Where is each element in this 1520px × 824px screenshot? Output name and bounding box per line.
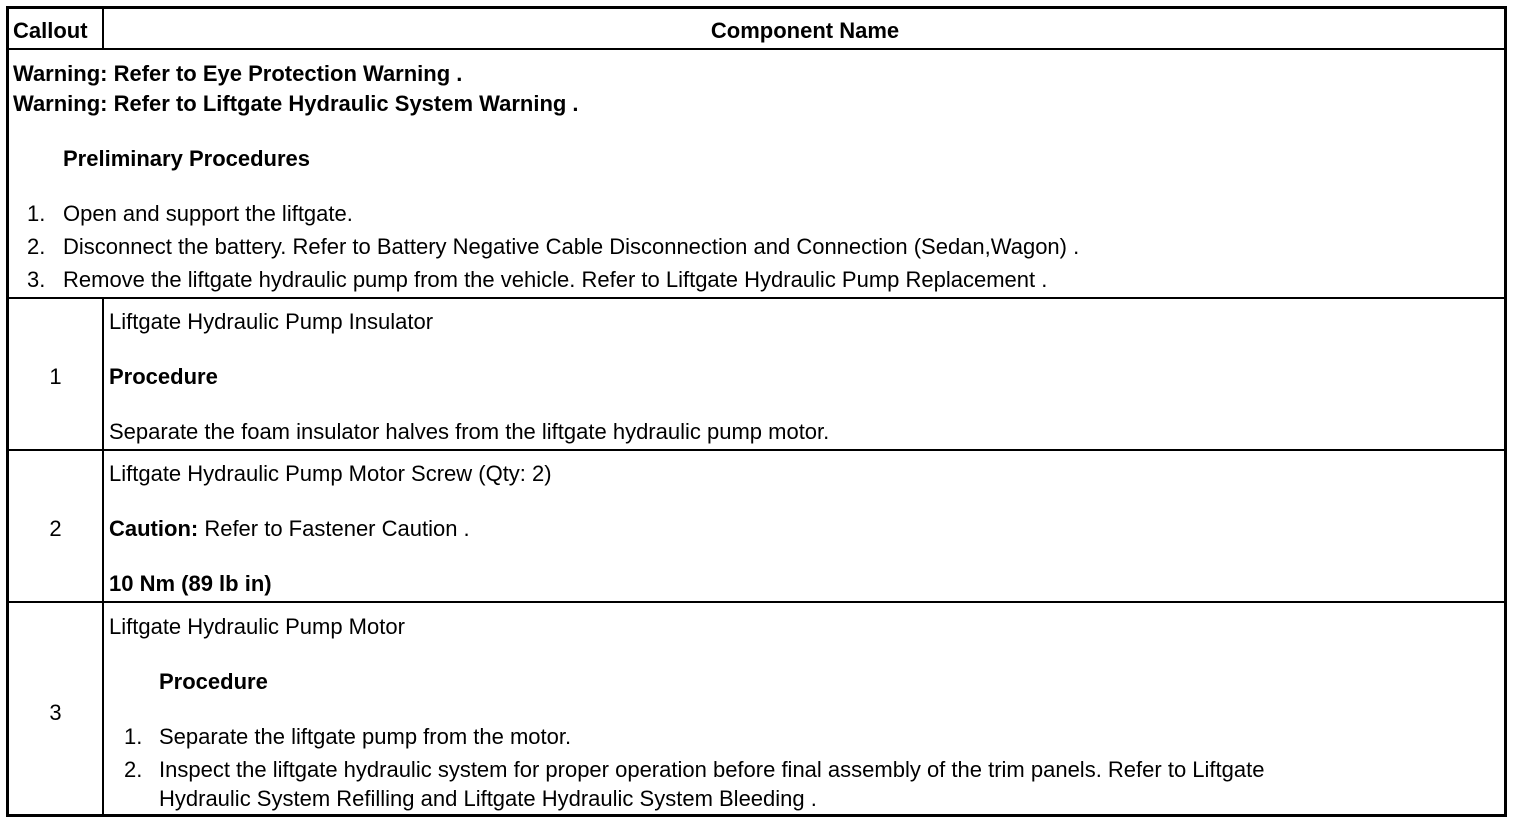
step-number: 1. [124,724,143,749]
prelim-step-number: 2. [27,234,46,259]
procedure-label: Procedure [109,364,218,389]
prelim-step-text: Disconnect the battery. Refer to Battery Negative Cable Disconnection and Connection (Sedan,Wagon) . [63,234,1080,259]
component-name: Liftgate Hydraulic Pump Motor Screw (Qty: 2) [109,461,552,486]
prelim-step-text: Remove the liftgate hydraulic pump from the vehicle. Refer to Liftgate Hydraulic Pump Replacement . [63,267,1048,292]
step-text: Inspect the liftgate hydraulic system for proper operation before final assembly of the trim panels. Refer to Liftgate [159,757,1265,782]
procedure-label: Procedure [159,669,268,694]
row-divider [9,449,1504,451]
header-component-name: Component Name [710,18,900,43]
warning-hydraulic-system: Warning: Refer to Liftgate Hydraulic System Warning . [13,91,579,116]
row-divider [9,601,1504,603]
step-number: 2. [124,757,143,782]
procedure-text: Separate the foam insulator halves from the liftgate hydraulic pump motor. [109,419,830,444]
component-name: Liftgate Hydraulic Pump Insulator [109,309,434,334]
step-text-continued: Hydraulic System Refilling and Liftgate Hydraulic System Bleeding . [159,786,817,811]
callout-column-divider [102,298,104,814]
caution-line [109,516,470,542]
component-name: Liftgate Hydraulic Pump Motor [109,614,405,639]
caution-label: Caution: [109,516,199,541]
prelim-step-text: Open and support the liftgate. [63,201,353,226]
warning-eye-protection: Warning: Refer to Eye Protection Warning . [13,61,463,86]
procedure-table [6,6,1507,817]
prelim-bottom-line [9,297,1504,299]
callout-number: 3 [49,700,62,725]
callout-number: 1 [49,364,62,389]
preliminary-procedures-heading: Preliminary Procedures [63,146,311,171]
header-callout: Callout [13,18,88,43]
header-divider [102,9,104,49]
torque-spec: 10 Nm (89 lb in) [109,571,272,596]
header-bottom-line [9,48,1504,50]
prelim-step-number: 1. [27,201,46,226]
callout-number: 2 [49,516,62,541]
prelim-step-number: 3. [27,267,46,292]
caution-text: Refer to Fastener Caution . [198,516,470,541]
step-text: Separate the liftgate pump from the motor. [159,724,572,749]
